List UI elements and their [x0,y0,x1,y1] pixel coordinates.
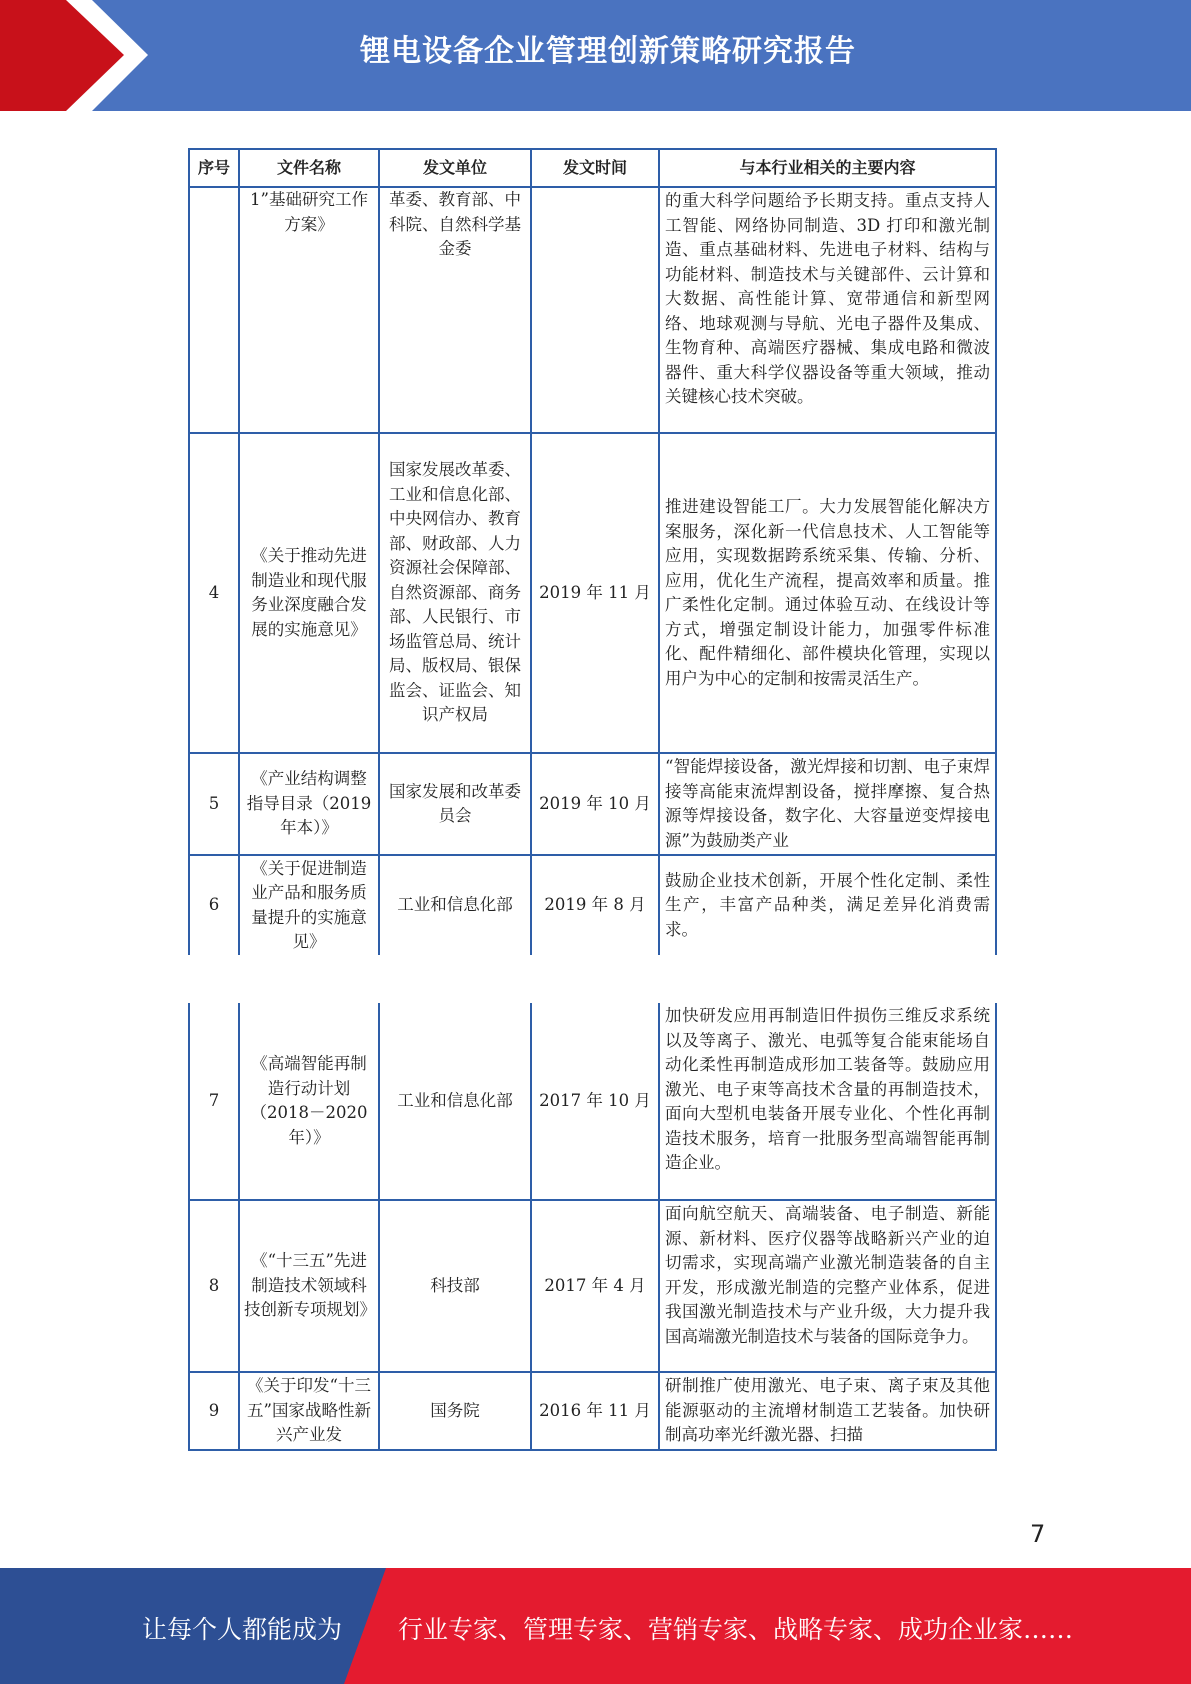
report-title: 锂电设备企业管理创新策略研究报告 [360,34,856,69]
header-date: 发文时间 [531,149,659,187]
cell-content: “智能焊接设备，激光焊接和切割、电子束焊接等高能束流焊割设备，搅拌摩擦、复合热源等焊接设备，数字化、大容量逆变焊接电源”为鼓励类产业 [659,753,996,855]
header-file-name: 文件名称 [239,149,379,187]
cell-date: 2019 年 8 月 [531,855,659,955]
cell-issuer: 工业和信息化部 [379,1003,531,1200]
cell-file-name: 《关于促进制造业产品和服务质量提升的实施意见》 [239,855,379,955]
cell-issuer: 国务院 [379,1372,531,1450]
cell-no: 8 [189,1200,239,1372]
header-issuer: 发文单位 [379,149,531,187]
cell-issuer: 国家发展和改革委员会 [379,753,531,855]
cell-no [189,187,239,433]
cell-date [531,187,659,433]
cell-date: 2017 年 10 月 [531,1003,659,1200]
cell-date: 2017 年 4 月 [531,1200,659,1372]
table-header-row [189,149,996,187]
cell-date: 2019 年 10 月 [531,753,659,855]
cell-content: 鼓励企业技术创新，开展个性化定制、柔性生产，丰富产品种类，满足差异化消费需求。 [659,855,996,955]
page-header [0,0,1191,111]
cell-content: 的重大科学问题给予长期支持。重点支持人工智能、网络协同制造、3D 打印和激光制造、重点基础材料、先进电子材料、结构与功能材料、制造技术与关键部件、云计算和大数据、高性能计算、宽带通信和新型网络、地球观测与导航、光电子器件及集成、生物育种、高端医疗器械、集成电路和微波器件、重大科学仪器设备等重大领域，推动关键核心技术突破。 [659,187,996,433]
header-arrow-decoration [0,0,150,111]
header-content: 与本行业相关的主要内容 [659,149,996,187]
cell-date: 2016 年 11 月 [531,1372,659,1450]
footer-slogan-left: 让每个人都能成为 [142,1615,343,1644]
table-row [189,753,996,855]
cell-file-name: 《关于印发“十三五”国家战略性新兴产业发 [239,1372,379,1450]
cell-issuer: 国家发展改革委、工业和信息化部、中央网信办、教育部、财政部、人力资源社会保障部、自然资源部、商务部、人民银行、市场监管总局、统计局、版权局、银保监会、证监会、知识产权局 [379,433,531,753]
table-row [189,433,996,753]
policy-table-part1 [188,148,997,955]
cell-content: 加快研发应用再制造旧件损伤三维反求系统以及等离子、激光、电弧等复合能束能场自动化柔性再制造成形加工装备等。鼓励应用激光、电子束等高技术含量的再制造技术，面向大型机电装备开展专业化、个性化再制造技术服务，培育一批服务型高端智能再制造企业。 [659,1003,996,1200]
cell-no: 7 [189,1003,239,1200]
cell-file-name: 1”基础研究工作方案》 [239,187,379,433]
cell-issuer: 科技部 [379,1200,531,1372]
cell-no: 9 [189,1372,239,1450]
table-row [189,1372,996,1450]
cell-no: 6 [189,855,239,955]
table-row [189,1200,996,1372]
cell-no: 5 [189,753,239,855]
policy-table-part2 [188,1003,997,1451]
cell-content: 推进建设智能工厂。大力发展智能化解决方案服务，深化新一代信息技术、人工智能等应用，实现数据跨系统采集、传输、分析、应用，优化生产流程，提高效率和质量。推广柔性化定制。通过体验互动、在线设计等方式，增强定制设计能力，加强零件标准化、配件精细化、部件模块化管理，实现以用户为中心的定制和按需灵活生产。 [659,433,996,753]
page-number: 7 [1030,1520,1046,1548]
table-row [189,1003,996,1200]
cell-file-name: 《“十三五”先进制造技术领域科技创新专项规划》 [239,1200,379,1372]
cell-issuer: 革委、教育部、中科院、自然科学基金委 [379,187,531,433]
table-row [189,855,996,955]
page-footer [0,1568,1191,1684]
cell-file-name: 《高端智能再制造行动计划（2018－2020 年）》 [239,1003,379,1200]
cell-issuer: 工业和信息化部 [379,855,531,955]
header-no: 序号 [189,149,239,187]
cell-content: 研制推广使用激光、电子束、离子束及其他能源驱动的主流增材制造工艺装备。加快研制高功率光纤激光器、扫描 [659,1372,996,1450]
table-row [189,187,996,433]
cell-content: 面向航空航天、高端装备、电子制造、新能源、新材料、医疗仪器等战略新兴产业的迫切需求，实现高端产业激光制造装备的自主开发，形成激光制造的完整产业体系，促进我国激光制造技术与产业升级，大力提升我国高端激光制造技术与装备的国际竞争力。 [659,1200,996,1372]
cell-file-name: 《关于推动先进制造业和现代服务业深度融合发展的实施意见》 [239,433,379,753]
footer-slogan-right: 行业专家、管理专家、营销专家、战略专家、成功企业家…… [398,1615,1074,1644]
cell-date: 2019 年 11 月 [531,433,659,753]
cell-no: 4 [189,433,239,753]
cell-file-name: 《产业结构调整指导目录（2019 年本）》 [239,753,379,855]
